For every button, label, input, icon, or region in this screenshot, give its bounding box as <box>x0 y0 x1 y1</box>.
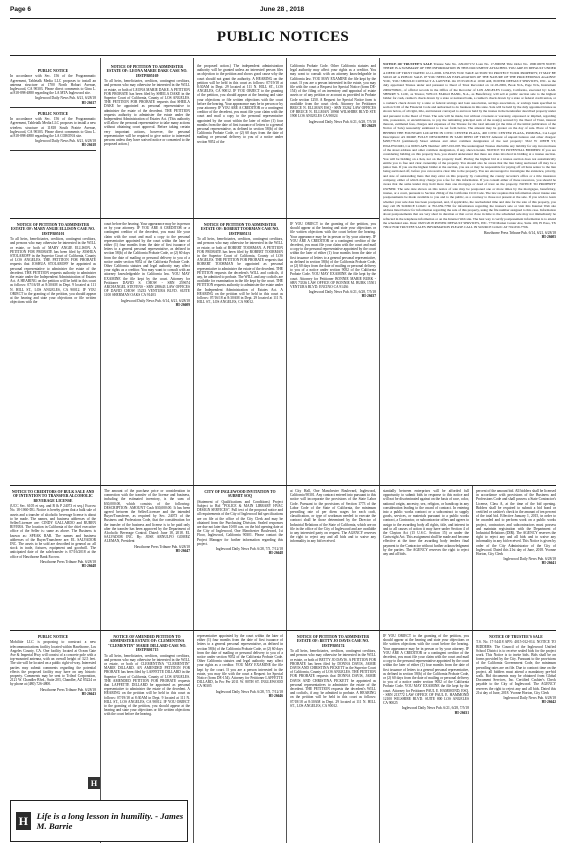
notice-body: (UCC Sec. 6105 et seq. and B & P 24073 et seq.) Escrow No. 18-1060-DG. Notice is hereby given that a bulk sale of assets and a transfer of alcoholic beverage license is about to be made. The names, and business addresses of the Seller/Licensee are: CINDY GALLARDO and RUBEN RIVERA. The location in California of the chief executive office of the Seller is: same as above. The Business is known as: SPEAK BAR. The names and business addresses of the Buyer/Transferee are: EL SALVADOR INC. The assets to be sold are described in general as: all stock in trade, fixtures, equipment and goodwill. The anticipated date of the sale/transfer is 07/16/2018 at the office of Hawthorne Bank Escrow. <box>10 504 96 559</box>
notice-publication: Inglewood Daily News Pub. 6/28/18 HI-26642 <box>503 696 556 705</box>
notice-heading: NOTICE OF AMENDED PETITION TO ADMINISTER ESTATE OF: CLEMENTINA "CLEMENTIN" MARIE DILLARD CASE NO. 18STPB01715 <box>107 635 187 653</box>
notice-publication: Hawthorne Press Tribune Pub. 6/28/18 HI-26643 <box>40 687 96 696</box>
column-3-row-3 <box>197 489 283 627</box>
column-3-row-1 <box>197 64 283 216</box>
notice-body: To all heirs, beneficiaries, creditors, contingent creditors, and persons who may otherwise be interested in the WILL or estate, or both of MARY ANGIE ELLISON. A PETITION FOR PROBATE has been filed by JOSHUA STOLAROFF in the Superior Court of California, County of LOS ANGELES. THE PETITION FOR PROBATE requests that JOSHUA STOLAROFF be appointed as personal representative to administer the estate of the decedent. THE PETITION requests authority to administer the estate under the Independent Administration of Estates Act. A HEARING on the petition will be held in this court as follows: 07/16/18 at 8:30AM in Dept. 9 located at 111 N. HILL ST., LOS ANGELES, CA 90012. IF YOU OBJECT to the granting of the petition, you should appear at the hearing and state your objections or file written objections with the <box>10 237 96 305</box>
notice <box>476 634 556 706</box>
notice-heading: CITY OF INGLEWOOD INVITATION TO SUBMIT SOQ <box>204 490 276 499</box>
notice-body: California Probate Code. Other California statutes and legal authority may affect your rights as a creditor. You may want to consult with an attorney knowledgeable in California law. YOU MAY EXAMINE the file kept by the court. If you are a person interested in the estate, you may file with the court a Request for Special Notice (form DE-154) of the filing of an inventory and appraisal of estate assets or of any petition or account as provided in Probate Code section 1250. A Request for Special Notice form is available from the court clerk. Attorney for Petitioner BRUCE N. ELLMAN ESQ - SBN 35262 LAW OFFICES OF BRUCE N. ELLMAN 10960 WILSHIRE BLVD STE 1900 LOS ANGELES CA 90024 <box>290 64 376 119</box>
notice-body: stantially between enterprises will be afforded full opportunity to submit bids in response to this notice and will not be discriminated against on the basis of race, color, national origin, ancestry, sex, religion, or handicap in any consideration leading to the award of contract. In entering into a public works contract or a subcontract to supply goods, services, or materials pursuant to a public works contract, a Contractor, or subcontractor offers and agrees to assign to the awarding body all rights, title, and interest in and to all causes of action it may have under Section 4 of the Clayton Act (15 U.S.C. Section 15) or under the Cartwright Act. This assignment shall be made and become effective at the time the awarding body tenders final payment to the Contractor without further acknowledgment by the parties. The AGENCY reserves the right to reject any and all bids. <box>383 489 469 557</box>
notice <box>104 222 190 309</box>
notice-body: percent of the amount bid. All bidders shall be licensed in accordance with provisions of the Business and Professions Code and shall possess a State Contractor's License, Class A, at the time of the bid opening. Bidders shall be required to submit a bid bond or certified or cashier's check in the amount of ten percent of the total bid. Effective January 1, 2015, in order to be awarded and to perform work on a public works project, contractors and subcontractors must possess and maintain registration with the Department of Industrial Relations (DIR). The AGENCY reserves the right to reject any and all bids and to waive any informality in any bid received. This Notice is given by order of the City Administrator of the City of Inglewood. Dated this 21st day of June, 2018. Yvonne Horton, City Clerk <box>476 489 556 557</box>
notice-heading: NOTICE TO CREDITORS OF BULK SALE AND OF INTENTION TO TRANSFER ALCOHOLIC BEVERAGE LICENSE <box>11 490 95 503</box>
page-header <box>10 0 556 16</box>
quote-text: Life is a long lesson in humility. - James M. Barrie <box>36 811 184 831</box>
notice-publication: Inglewood Daily News Pub. 6/21, 6/28, 7/5/18 HI-26637 <box>308 290 376 299</box>
notice-heading: NOTICE OF TRUSTEE'S SALE <box>489 635 543 639</box>
notice <box>10 111 96 151</box>
column-2-row-2 <box>104 222 190 482</box>
publisher-logo: H <box>16 812 31 830</box>
column-divider <box>286 58 287 843</box>
notice <box>383 489 469 558</box>
page-number: Page 6 <box>10 6 31 13</box>
notice-body: In accordance with Sec. 156 of the Programmatic Agreement, Tabletalk Media LLC proposes to install a new wireless structure at 11818 South Prairie Avenue, Inglewood, CA 90303. Please direct comments to Gina L. at 818-898-4880 regarding the LA CORONA site. <box>10 117 96 139</box>
column-3-row-2 <box>197 222 283 482</box>
column-5-row-3 <box>383 489 469 627</box>
column-divider <box>193 58 194 843</box>
notice-heading: NOTICE OF TRUSTEE'S SALE <box>383 62 433 66</box>
notice <box>104 634 190 719</box>
notice-heading: NOTICE OF PETITION TO ADMINISTER ESTATE OF: MARY ANGIE ELLISON CASE NO. 18STPB05101 <box>10 223 96 236</box>
row-separator <box>10 218 379 219</box>
notice-publication: Inglewood Daily News Pub. 6/21, 6/28/18 HI-26617 <box>35 96 96 105</box>
notice-publication: Inglewood Daily News Pub. 6/21, 6/28, 7/5/18 HI-26629 <box>308 119 376 128</box>
notice <box>10 68 96 108</box>
column-1-row-1 <box>10 68 96 216</box>
column-6-row-4 <box>476 634 556 842</box>
notice <box>104 489 190 555</box>
notice-publication: Hawthorne Press Tribune Pub. 6/28/18 HI-26648 <box>40 559 96 569</box>
notice <box>10 489 96 570</box>
notice <box>290 222 376 301</box>
notice-heading: NOTICE OF PETITION TO ADMINISTER ESTATE OF: ROBERT TOORMAN CASE NO. 18STPB05131 <box>200 223 280 236</box>
notice-body: representative appointed by the court within the later of either (1) four months from the date of first issuance of letters to a general personal representative, as defined in section 58(b) of the California Probate Code, or (2) 60 days from the date of mailing or personal delivery to you of a notice under section 9052 of the California Probate Code. Other California statutes and legal authority may affect your rights as a creditor. YOU MAY EXAMINE the file kept by the court. If you are a person interested in the estate, you may file with the court a Request for Special Notice (form DE-154). Attorney for Petitioner LAFFETTE DILLARD, In Pro Per 2011 W. 80TH ST. INGLEWOOD CA 90305 <box>197 634 283 689</box>
column-1-row-2 <box>10 222 96 482</box>
notice-publication: Inglewood Daily News Pub. 6/28/18 HI-26641 <box>503 557 556 566</box>
notice <box>290 634 376 710</box>
notice-body: IF YOU OBJECT to the granting of the petition, you should appear at the hearing and state your objections or file written objections with the court before the hearing. Your appearance may be in person or by your attorney. IF YOU ARE A CREDITOR or a contingent creditor of the decedent, you must file your claim with the court and mail a copy to the personal representative appointed by the court within the later of either (1) four months from the date of first issuance of letters to a general personal representative, as defined in section 58(b) of the California Probate Code, or (2) 60 days from the date of mailing or personal delivery to you of a notice under section 9052 of the California Probate Code. YOU MAY EXAMINE the file kept by the court. Attorney for Petitioner PAUL E. HAMMOND, ESQ. - SBN 213772 LAW OFFICE OF PAUL E. HAMMOND 12100 WILSHIRE BLVD. SUITE 800 LOS ANGELES CA 90025 <box>383 634 469 706</box>
publisher-logo: H <box>88 777 100 789</box>
notice-heading: PUBLIC NOTICE <box>37 635 69 639</box>
notice-body: T.S. No. 17-54418 APN: 4015-012-014. NOTICE TO BIDDERS: The Council of the Inglewood Unified School District is to receive sealed bids for the project work. This Notice is to invite bids. Bids shall be on forms provided by the City. Pursuant to the provisions of the California Government Code, the minimum prevailing rates are on file. Due to contract time on the project, all bidders must attend a mandatory pre-bid walk. Bid documents may be obtained from Global Document Services, Inc. Certified Cashier's Check payable to the City of Inglewood. The AGENCY reserves the right to reject any and all bids. Dated this 21st day of June, 2018. Yvonne Horton, City Clerk <box>476 640 556 695</box>
notice-body: IF YOU OBJECT to the granting of the petition, you should appear at the hearing and state your objections or file written objections with the court before the hearing. Your appearance may be in person or by your attorney. IF YOU ARE A CREDITOR or a contingent creditor of the decedent, you must file your claim with the court and mail a copy to the personal representative appointed by the court within the later of either (1) four months from the date of first issuance of letters to a general personal representative, as defined in section 58(b) of the California Probate Code, or (2) 60 days from the date of mailing or personal delivery to you of a notice under section 9052 of the California Probate Code. YOU MAY EXAMINE the file kept by the court. Attorney for Petitioner BONNIE MARIE BURK - SBN 73336 LAW OFFICE OF BONNIE M. BURK 15501 VENTURA BLVD. ENCINO CA 91436 <box>290 222 376 290</box>
notice-publication: Inglewood Daily News Pub. 6/28, 7/5, 7/12/18 HI-26648 <box>215 547 283 556</box>
notice <box>197 634 283 700</box>
notice-body: The amount of the purchase price or consideration in connection with the transfer of the license and business, including the estimated inventory, is the sum of $30,000.00, which consists of the following: DESCRIPTION: AMOUNT Cash $30,000.00. It has been agreed between the Seller/Licensee and the intended Buyer/Transferee, as required by Sec. 24073 of the Business and Professions Code, that the consideration for the transfer of the business and license is to be paid only after the transfer has been approved by the Department of Alcoholic Beverage Control. Dated: June 18, 2018. EL SALVADOR INC. By: JOSE ARNULFO GOMEZ ALEMAN, President <box>104 489 190 544</box>
notice-heading: PUBLIC NOTICE <box>37 111 69 116</box>
column-divider <box>379 58 380 843</box>
notice <box>476 489 556 568</box>
notice <box>197 489 283 557</box>
notice <box>10 222 96 306</box>
notice-body: (Statement of Qualifications and Conditions) Project Subject to Bid "POLICE & MAIN LIBRARY HVAC DESIGN SERVICES". Full text of the proposal notice and all requirements of the City of Inglewood bid specifications are on file at the office of the City Clerk and may be obtained from the Purchasing Division. Sealed responses are due not later than 10:00 a.m. on the bid opening date at the City of Inglewood, One Manchester Boulevard, 1st Floor, Inglewood, California 90301. Please contact the Project Manager for further information regarding this project. <box>197 499 283 546</box>
column-divider <box>472 485 473 843</box>
section-banner <box>10 18 556 56</box>
column-divider <box>100 58 101 843</box>
quote-box <box>10 800 188 842</box>
notice <box>197 222 283 306</box>
notice <box>383 62 556 241</box>
notice-body: Trustee Sale No. 229-067172 Loan No. 17-800058 Title Order No. 180010078 NOTE: THERE IS A SUMMARY OF THE INFORMATION IN THIS DOCUMENT ATTACHED. YOU ARE IN DEFAULT UNDER A DEED OF TRUST DATED 12-11-2006. UNLESS YOU TAKE ACTION TO PROTECT YOUR PROPERTY, IT MAY BE SOLD AT A PUBLIC SALE. IF YOU NEED AN EXPLANATION OF THE NATURE OF THE PROCEEDINGS AGAINST YOU, YOU SHOULD CONTACT A LAWYER. On 07/25/2018 at 10:00 AM, POWER DEFAULT SERVICES, INC. as the duly appointed Trustee under and pursuant to Deed of Trust Recorded on 12-18-2006, Book N/A, Page N/A, Instrument 20062799921, of official records in the Office of the Recorder of LOS ANGELES County, California, executed by: GAIL SHERRY S. LOU, as Trustor, WELLS FARGO BANK, N.A., as Beneficiary, will sell at public auction sale to the highest bidder for cash, cashier's check drawn by a state or national bank, a cashier's check drawn by a state or federal credit union, or a cashier's check drawn by a state or federal savings and loan association, savings association, or savings bank specified in section 5102 of the Financial Code and authorized to do business in this state. Sale will be held by the duly appointed trustee as shown below, of all right, title, and interest conveyed to and now held by the trustee in the hereinafter described property under and pursuant to the Deed of Trust. The sale will be made, but without covenant or warranty, expressed or implied, regarding title, possession, or encumbrances, to pay the remaining principal sum of the note(s) secured by the Deed of Trust, interest thereon, estimated fees, charges and expenses of the Trustee for the total amount (at the time of the initial publication of the Notice of Sale) reasonably estimated to be set forth below. The amount may be greater on the day of sale. Place of Sale: BEHIND THE FOUNTAIN LOCATED IN CIVIC CENTER PLAZA, 400 CIVIC CENTER PLAZA, POMONA, CA Legal Description: AS MORE FULLY DESCRIBED IN SAID DEED OF TRUST Amount of unpaid balance and other charges: $298,776.33 (estimated) Street address and other common designation of the real property: 3612 W 108TH ST, INGLEWOOD, CA 90303 APN Number: 4057-010-005 The undersigned Trustee disclaims any liability for any incorrectness of the street address and other common designation, if any, shown herein. NOTICE TO POTENTIAL BIDDERS: If you are considering bidding on this property lien, you should understand that there are risks involved in bidding at a trustee auction. You will be bidding on a lien, not on the property itself. Placing the highest bid at a trustee auction does not automatically entitle you to free and clear ownership of the property. You should also be aware that the lien being auctioned off may be a junior lien. If you are the highest bidder at the auction, you are or may be responsible for paying off all liens senior to the lien being auctioned off, before you can receive clear title to the property. You are encouraged to investigate the existence, priority, and size of outstanding liens that may exist on this property by contacting the county recorder's office or a title insurance company, either of which may charge you a fee for this information. If you consult either of these resources, you should be aware that the same lender may hold more than one mortgage or deed of trust on the property. NOTICE TO PROPERTY OWNER: The sale date shown on this notice of sale may be postponed one or more times by the mortgagee, beneficiary, trustee, or a court, pursuant to Section 2924g of the California Civil Code. The law requires that information about trustee sale postponements be made available to you and to the public, as a courtesy to those not present at the sale. If you wish to learn whether your sale date has been postponed, and, if applicable, the rescheduled time and date for the sale of this property, you may call IN SOURCE LOGIC at 702-659-7766 for information regarding the trustee's sale or visit this Internet Web site address listed below for information regarding the sale of this property, using the file number assigned to this case. Information about postponements that are very short in duration or that occur close in time to the scheduled sale may not immediately be reflected in the telephone information or on the Internet Web site. The best way to verify postponement information is to attend the scheduled sale. Date: 06/05/2018 POWER DEFAULT SERVICES, INC. 7730 Market Center Ave, Suite 100, El Paso, TX 79912 FOR TRUSTEE SALES INFORMATION PLEASE CALL IN SOURCE LOGIC AT 702-659-7766. <box>383 62 556 230</box>
column-1-row-4 <box>10 634 96 772</box>
column-4-row-2 <box>290 222 376 482</box>
notice-publication: Hawthorne Press Tribune Pub. 6/14, 6/21, 6/28/18 HI-26605 <box>483 230 556 239</box>
column-6-row-3 <box>476 489 556 627</box>
column-1-row-3 <box>10 489 96 627</box>
notice-heading: NOTICE OF PETITION TO ADMINISTER ESTATE OF: LEONA MARIE DAKE CASE NO. 18STPB05169 <box>106 65 188 78</box>
column-5-trustee-sale <box>383 62 556 482</box>
notice-publication: Inglewood Daily News Pub. 6/14, 6/21, 6/28/18 HI-26609 <box>121 298 190 307</box>
notice-publication: Inglewood Daily News Pub. 6/21, 6/28, 7/5/18 HI-26631 <box>401 706 469 715</box>
notice-body: To all heirs, beneficiaries, creditors, contingent creditors, and persons who may otherwise be interested in the WILL or estate, or both of ROBERT TOORMAN. A PETITION FOR PROBATE has been filed by ROBERT TOORMAN in the Superior Court of California, County of LOS ANGELES. THE PETITION FOR PROBATE requests that ROBERT TOORMAN be appointed as personal representative to administer the estate of the decedent. THE PETITION requests the decedent's WILL and codicils, if any, be admitted to probate. The WILL and any codicils are available for examination in the file kept by the court. THE PETITION requests authority to administer the estate under the Independent Administration of Estates Act. A HEARING on the petition will be held in this court as follows: 07/16/18 at 8:30AM in Dept. 29 located at 111 N. HILL ST., LOS ANGELES, CA 90012. <box>197 237 283 305</box>
notice <box>383 634 469 717</box>
column-2-row-1 <box>104 64 190 216</box>
notice-heading: PUBLIC NOTICE <box>37 69 69 73</box>
notice-body: To all heirs, beneficiaries, creditors, contingent creditors, and persons who may otherwise be interested in the WILL or estate, or both of BETTY JO DAVIS. A PETITION FOR PROBATE has been filed by DONNA DAVIS, JAMIE DAVIS AND CHRISTINA PICKETT in the Superior Court of California, County of LOS ANGELES. THE PETITION FOR PROBATE requests that DONNA DAVIS, JAMIE DAVIS AND CHRISTINA PICKETT be appointed as personal representatives to administer the estate of the decedent. THE PETITION requests the decedent's WILL and codicils, if any, be admitted to probate. A HEARING on the petition will be held in this court as follows: 07/18/18 at 8:30AM in Dept. 29 located at 111 N. HILL ST., LOS ANGELES, CA 90012. <box>290 649 376 708</box>
column-2-row-3 <box>104 489 190 627</box>
notice <box>290 64 376 130</box>
notice <box>104 64 190 148</box>
column-4-row-4 <box>290 634 376 842</box>
notice-publication: Inglewood Daily News Pub. 6/21, 6/28/18 HI-26618 <box>35 139 96 148</box>
row-separator <box>10 630 556 631</box>
column-5-row-4 <box>383 634 469 842</box>
column-4-row-3 <box>290 489 376 627</box>
notice-body: the proposed action.) The independent administration authority will be granted unless an interested person files an objection to the petition and shows good cause why the court should not grant the authority. A HEARING on the petition will be held in this court as follows: 07/19/18 at 8:30AM in Dept. 29 located at 111 N. HILL ST., LOS ANGELES, CA 90012. IF YOU OBJECT to the granting of the petition, you should appear at the hearing and state your objections or file written objections with the court before the hearing. Your appearance may be in person or by your attorney. IF YOU ARE A CREDITOR or a contingent creditor of the decedent, you must file your claim with the court and mail a copy to the personal representative appointed by the court within the later of either (1) four months from the date of first issuance of letters to a general personal representative, as defined in section 58(b) of the California Probate Code, or (2) 60 days from the date of mailing or personal delivery to you of a notice under section 9052 of the <box>197 64 283 144</box>
row-separator <box>10 485 556 486</box>
column-4-row-1 <box>290 64 376 216</box>
page-date: June 28 , 2018 <box>260 6 305 13</box>
notice-publication: Hawthorne Press Tribune Pub. 6/28/18 HI-26647 <box>134 544 190 553</box>
notice <box>197 64 283 146</box>
notice <box>290 489 376 546</box>
notice-body: court before the hearing. Your appearance may be in person or by your attorney. IF YOU ARE A CREDITOR or a contingent creditor of the decedent, you must file your claim with the court and mail a copy to the personal representative appointed by the court within the later of either (1) four months from the date of first issuance of letters to a general personal representative, as defined in section 58(b) of the California Probate Code, or (2) 60 days from the date of mailing or personal delivery to you of a notice under section 9052 of the California Probate Code. Other California statutes and legal authority may affect your rights as a creditor. You may want to consult with an attorney knowledgeable in California law. YOU MAY EXAMINE the file kept by the court. Attorney for Petitioner DAVID S. CHOW - SBN 259674 ARCHANGEL STEVENS - SBN 288643 LAW OFFICES OF DAVID CHOW 15233 VENTURA BLVD. SUITE 1100 SHERMAN OAKS CA 91403 <box>104 222 190 298</box>
notice-body: In accordance with Sec. 156 of the Programmatic Agreement, Tabletalk Media LLC proposes to install an antenna structure at 1700 North Hobart Avenue, Inglewood, CA 90303. Please direct comments to Gina L. at 818-898-4880 regarding the LA MTA Inglewood site. <box>10 74 96 96</box>
notice-body: at City Hall, One Manchester Boulevard, Inglewood, California 90301. Any contract entered into pursuant to this notice will incorporate the provisions of the State Labor Code. Pursuant to the provisions of Section 1773 of the Labor Code of the State of California, the minimum prevailing rate of per diem wages for each craft, classification, or type of workman needed to execute the contract shall be those determined by the Director of Industrial Relations of the State of California, which are on file in the office of the City of Inglewood and are available to any interested party on request. The AGENCY reserves the right to reject any and all bids and to waive any informality in any bid received. <box>290 489 376 544</box>
notice-body: To all heirs, beneficiaries, creditors, contingent creditors, and persons who may otherwise be interested in the WILL or estate, or both of LEONA MARIE DAKE. A PETITION FOR PROBATE has been filed by SHEILA DAKE in the Superior Court of California, County of LOS ANGELES. THE PETITION FOR PROBATE requests that SHEILA DAKE be appointed as personal representative to administer the estate of the decedent. THE PETITION requests authority to administer the estate under the Independent Administration of Estates Act. (This authority will allow the personal representative to take many actions without obtaining court approval. Before taking certain very important actions, however, the personal representative will be required to give notice to interested persons unless they have waived notice or consented to the proposed action.) <box>104 79 190 147</box>
notice <box>10 634 96 698</box>
notice-body: Mobilitie LLC is proposing to construct a new telecommunications facility located within Hawthorne, Los Angeles County, CA. One facility located at Ocean Gate Ave & Imperial Hwy will consist of a concrete pole with a top-mounted antenna, with an overall height of 32.5 feet. The site will be located on a public right-of-way. Interested parties may submit comments regarding the potential effects the proposed facility may have on any historic property. Comments may be sent to Trileaf Corporation, 2121 W. Chandler Blvd., Suite 203, Chandler, AZ 85224 or by phone at (480) 726-4800. <box>10 640 96 687</box>
column-3-row-4 <box>197 634 283 842</box>
notice-publication: Inglewood Daily News Pub. 6/28, 7/5, 7/12/18 HI-26646 <box>215 689 283 698</box>
notice-body: To all heirs, beneficiaries, creditors, contingent creditors, and persons who may otherwise be interested in the WILL or estate, or both of CLEMENTINA "CLEMENTIN" MARIE DILLARD. AN AMENDED PETITION FOR PROBATE has been filed by LAFFETTE DILLARD in the Superior Court of California, County of LOS ANGELES. THE AMENDED PETITION FOR PROBATE requests that LAFFETTE DILLARD be appointed as personal representative to administer the estate of the decedent. A HEARING on the petition will be held in this court as follows: 07/19/18 at 8:30AM in Dept. 9 located at 111 N. HILL ST., LOS ANGELES, CA 90012. IF YOU OBJECT to the granting of the petition, you should appear at the hearing and state your objections or file written objections with the court before the hearing. <box>104 653 190 717</box>
notice-heading: NOTICE OF PETITION TO ADMINISTER ESTATE OF: BETTY JO DAVIS CASE NO. 18STPB05174 <box>296 635 370 648</box>
section-title: PUBLIC NOTICES <box>216 29 350 45</box>
